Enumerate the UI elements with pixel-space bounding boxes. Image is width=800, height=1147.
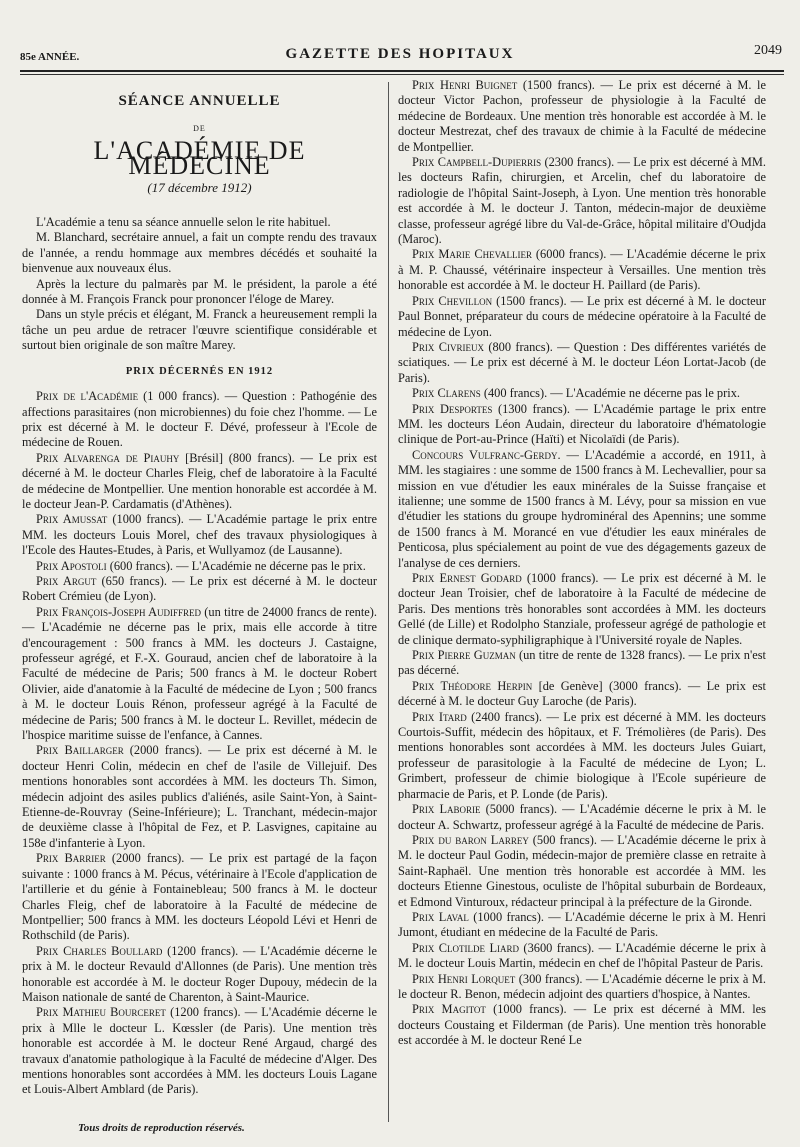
copyright-footer: Tous droits de reproduction réservés.	[78, 1122, 245, 1134]
prize-text: (600 francs). — L'Académie ne décerne pas le prix.	[106, 558, 366, 573]
prize-text: (5000 francs). — L'Académie décerne le prix à M. le docteur A. Schwartz, professeur agrégé à la Faculté de médecine de Paris.	[398, 802, 766, 832]
prize-name: Prix Barrier	[36, 851, 106, 866]
journal-title: GAZETTE DES HOPITAUX	[285, 46, 515, 62]
prize-entry	[398, 571, 766, 648]
prize-name: Prix Clotilde Liard	[412, 940, 520, 955]
prize-name: Prix Amussat	[36, 512, 108, 527]
prize-entry	[398, 648, 766, 679]
prize-name: Prix Marie Chevallier	[412, 247, 532, 262]
left-prize-list	[22, 389, 377, 1098]
prize-text: [Brésil] (800 francs). — Le prix est décerné à M. le docteur Charles Fleig, chef de laboratoire à la Faculté de médecine de Montpellier. Une mention honorable est accordée à M. le docteur Jean-P. Cardamatis (d'Athènes).	[22, 450, 378, 511]
prize-name: Prix de l'Académie	[36, 389, 139, 404]
prize-text: (3600 francs). — L'Académie décerne le prix à M. le docteur Louis Martin, médecin en chef de l'hôpital Pasteur de Paris.	[398, 940, 767, 971]
prize-entry	[398, 679, 766, 710]
intro-paragraph: L'Académie a tenu sa séance annuelle selon le rite habituel.	[36, 215, 331, 230]
header-rule-thin	[20, 74, 784, 75]
prize-entry	[398, 833, 766, 910]
prize-entry	[22, 574, 377, 605]
prize-name: Prix Desportes	[412, 401, 493, 416]
prize-entry	[398, 294, 766, 340]
prize-text: (1200 francs). — L'Académie décerne le prix à Mlle le docteur L. Kœssler (de Paris). Une mention très honorable est accordée à M. le docteur René Argaud, chargé des travaux d'anatomie pathologique à la Faculté de médecine d'Alger. Des mentions honorables sont accordées à MM. les docteurs Louis Lagane et Louis-Albert Amblard (de Paris).	[22, 1005, 377, 1097]
prize-name: Prix Campbell-Dupierris	[412, 155, 542, 170]
prize-text: (1000 francs). — Le prix est décerné à M. le docteur Jean Troisier, chef de laboratoire à la Faculté de médecine de Paris. Des mentions très honorables sont accordées à MM. les docteurs Gellé (de Lille) et Rodolpho Stanziale, professeur agrégé de pathologie et de clinique dermato-syphiligraphique à l'Université royale de Naples.	[398, 571, 766, 647]
prize-text: (1 000 francs). — Question : Pathogénie des affections parasitaires (non microbiennes) du foie chez l'homme. — Le prix est décerné à M. le docteur F. Dévé, professeur à l'Ecole de médecine de Rouen.	[22, 389, 377, 450]
prize-name: Concours Vulfranc-Gerdy	[412, 447, 558, 462]
prize-text: (400 francs). — L'Académie ne décerne pas le prix.	[480, 386, 740, 401]
prize-text: (2400 francs). — Le prix est décerné à MM. les docteurs Courtois-Suffit, médecin des hôpitaux, et F. Trémolières (de Paris). Des mentions honorables sont accordées à MM. les docteurs Jules Guiart, professeur de parasitologie à la Faculté de médecine de Lyon; L. Grimbert, professeur de chimie biologique à l'Ecole supérieure de pharmacie de Paris, et P. Londe (de Paris).	[398, 709, 766, 801]
prize-entry	[398, 941, 766, 972]
column-divider	[388, 82, 389, 1122]
prize-entry	[398, 340, 766, 386]
prize-name: Prix Henri Lorquet	[412, 971, 516, 986]
prize-name: Prix Baillarger	[36, 743, 124, 758]
left-column	[22, 78, 377, 1098]
prize-name: Prix Ernest Godard	[412, 571, 522, 585]
prize-text: (1300 francs). — L'Académie partage le prix entre MM. les docteurs Léon Audain, directeur du laboratoire d'hématologie clinique de Port-au-Prince (Haïti) et Nicolaïdi (de Paris).	[398, 401, 766, 447]
prize-name: Prix Alvarenga de Piauhy	[36, 450, 180, 465]
page-header	[0, 40, 800, 70]
prize-text: (6000 francs). — L'Académie décerne le prix à M. P. Chaussé, vétérinaire inspecteur à Versailles. Une mention très honorable est accordée à M. le docteur H. Paillard (de Paris).	[398, 247, 766, 293]
prize-text: (500 francs). — L'Académie décerne le prix à M. le docteur Paul Godin, médecin-major de première classe en retraite à Saint-Raphaël. Une mention très honorable est accordée à MM. les docteurs Etienne Ginestous, oculiste de l'hôpital suburbain de Bordeaux, et Edmond Vinturoux, rédacteur principal à la préfecture de la Gironde.	[398, 832, 766, 909]
prizes-heading: PRIX DÉCERNÉS EN 1912	[125, 365, 274, 377]
prize-name: Prix Itard	[412, 709, 467, 724]
intro-paragraph: Après la lecture du palmarès par M. le président, la parole a été donnée à M. François Franck pour prononcer l'éloge de Marey.	[22, 276, 377, 307]
prize-name: Prix Laval	[412, 909, 469, 924]
prize-entry	[22, 851, 377, 943]
prize-entry	[398, 78, 766, 155]
year-label: 85e ANNÉE.	[20, 51, 80, 63]
prize-text: [de Genève] (3000 francs). — Le prix est décerné à M. le docteur Guy Laroche (de Paris).	[398, 678, 766, 709]
prize-entry	[398, 802, 766, 833]
right-prize-list	[398, 78, 766, 1049]
prize-text: (800 francs). — Question : Des différentes variétés de sciatiques. — Le prix est décerné à M. le docteur Léon Lortat-Jacob (de Paris).	[398, 339, 766, 385]
prize-text: (2000 francs). — Le prix est décerné à M. le docteur Henri Colin, médecin en chef de l'asile de Villejuif. Des mentions honorables sont accordées à MM. les docteurs Th. Simon, médecin adjoint des asiles publics d'aliénés, asile Saint-Yon, à Saint-Etienne-de-Rouvray (Seine-Inférieure); L. Tranchant, médecin-major de deuxième classe à l'hôpital de Fez, et P. Lasvignes, capitaine au 158e d'infanterie à Lyon.	[22, 743, 377, 850]
prize-name: Prix Mathieu Bourceret	[36, 1005, 166, 1020]
prize-entry	[398, 247, 766, 293]
prize-entry	[398, 710, 766, 802]
prize-text: (1000 francs). — Le prix est décerné à MM. les docteurs Coustaing et Filderman (de Paris). Une mention très honorable est accordée à M. le docteur René Le	[398, 1002, 766, 1048]
prize-text: (300 francs). — L'Académie décerne le prix à M. le docteur R. Benon, médecin adjoint des quartiers d'hospice, à Nantes.	[398, 971, 766, 1001]
prize-entry	[398, 910, 766, 941]
prize-entry	[398, 1002, 766, 1048]
prize-text: (1000 francs). — L'Académie décerne le prix à M. Henri Jumont, étudiant en médecine de la Faculté de Paris.	[398, 909, 766, 940]
prize-name: Prix Théodore Herpin	[412, 678, 533, 693]
prize-entry	[22, 605, 377, 744]
prize-entry	[398, 972, 766, 1003]
prize-text: (1500 francs). — Le prix est décerné à M. le docteur Paul Bonnet, préparateur du cours de médecine opératoire à la Faculté de médecine de Lyon.	[398, 293, 766, 339]
prize-name: Prix du baron Larrey	[412, 832, 529, 847]
prize-entry	[398, 386, 766, 401]
prize-entry	[22, 944, 377, 1006]
prize-name: Prix Clarens	[412, 386, 481, 401]
intro-paragraph: Dans un style précis et élégant, M. Franck a heureusement rempli la tâche un peu ardue de retracer l'œuvre scientifique considérable et surtout bien originale de son maître Marey.	[22, 307, 377, 353]
prize-name: Prix Civrieux	[412, 339, 484, 354]
prize-name: Prix Apostoli	[36, 558, 107, 573]
article-title-de: DE	[193, 124, 206, 134]
prize-name: Prix Magitot	[412, 1002, 486, 1017]
intro-paragraph: M. Blanchard, secrétaire annuel, a fait un compte rendu des travaux de l'année, a rendu hommage aux membres décédés et souhaité la bienvenue aux nouveaux élus.	[22, 230, 377, 276]
page-number: 2049	[754, 43, 782, 58]
prize-text: (un titre de rente de 1328 francs). — Le prix n'est pas décerné.	[398, 648, 766, 678]
prize-entry	[22, 512, 377, 558]
prize-entry	[398, 155, 766, 247]
right-column	[398, 78, 766, 1049]
prize-entry	[22, 743, 377, 851]
intro-paragraphs	[22, 215, 377, 354]
prize-entry	[398, 448, 766, 571]
prize-name: Prix François-Joseph Audiffred	[36, 604, 202, 619]
prize-name: Prix Chevillon	[412, 293, 493, 308]
prize-text: (650 francs). — Le prix est décerné à M. le docteur Robert Crémieu (de Lyon).	[22, 573, 377, 604]
prize-name: Prix Pierre Guzman	[412, 648, 516, 663]
prize-text: . — L'Académie a accordé, en 1911, à MM. les stagiaires : une somme de 1500 francs à M. Lechevallier, pour sa mission en vue d'étudier les eaux minérales de la Suisse française et italienne; une somme de 1500 francs à M. Lévy, pour sa mission en vue d'étudier les stations du groupe hydrominéral des Apennins; une somme de 1500 francs à M. Morancé en vue d'étudier les eaux minérales de Penticosa, plus spécialement au point de vue des dégagements gazeux de l'analyse de ces derniers.	[398, 447, 766, 570]
prize-entry	[398, 402, 766, 448]
header-rule	[20, 70, 784, 72]
prize-name: Prix Charles Boullard	[36, 943, 163, 958]
prize-entry	[22, 1005, 377, 1097]
prize-name: Prix Argut	[36, 573, 97, 588]
prize-name: Prix Henri Buignet	[412, 78, 518, 92]
article-date: (17 décembre 1912)	[147, 179, 252, 195]
prize-entry	[22, 559, 377, 574]
article-title-line2: L'ACADÉMIE DE MÉDECINE	[93, 135, 306, 181]
prize-name: Prix Laborie	[412, 802, 481, 817]
prize-text: (un titre de 24000 francs de rente). — L'Académie ne décerne pas le prix, mais elle accorde à titre d'encouragement : 500 francs à MM. les docteurs J. Castaigne, professeur agrégé, et F.-X. Gouraud, ancien chef de laboratoire à la Faculté de médecine de Paris; 500 francs à M. le docteur Robert Olivier, aide d'anatomie à la Faculté de médecine de Lyon ; 500 francs à M. le docteur Louis Rénon, professeur agrégé à la Faculté de médecine de Paris; 500 francs à M. le docteur L. Revillet, médecin de l'hospice maritime suisse de l'enfance, à Cannes.	[22, 604, 377, 743]
prize-text: (1500 francs). — Le prix est décerné à M. le docteur Victor Pachon, professeur de physiologie à la Faculté de médecine de Bordeaux. Une mention très honorable est accordée à M. le docteur Mestrezat, chef des travaux de chimie à la Faculté de médecine de Montpellier.	[398, 78, 766, 154]
prize-text: (1200 francs). — L'Académie décerne le prix à M. le docteur Revauld d'Allonnes (de Paris). Une mention très honorable est accordée à M. le docteur Roger Dupouy, médecin de la Maison nationale de santé de Charenton, à Saint-Maurice.	[22, 943, 377, 1004]
prize-entry	[22, 389, 377, 451]
prize-text: (2000 francs). — Le prix est partagé de la façon suivante : 1000 francs à M. Pécus, vétérinaire à l'Ecole d'application de l'artillerie et du génie à Fontainebleau; 500 francs à M. le docteur Charles Fleig, chef de laboratoire à la Faculté de médecine de Montpellier; 500 francs à MM. les docteurs Léopold Lévi et Henri de Rothschild (de Paris).	[22, 851, 377, 943]
prize-entry	[22, 451, 377, 513]
article-title-line1: SÉANCE ANNUELLE	[118, 93, 281, 109]
prize-text: (2300 francs). — Le prix est décerné à MM. les docteurs Rafin, chirurgien, et Arcelin, chef du laboratoire de radiologie de l'hôpital Saint-Joseph, à Lyon. Une mention très honorable est accordée à M. le docteur J. Tanton, médecin-major de deuxième classe, professeur agrégé libre du Val-de-Grâce, hôpital militaire d'Oudjda (Maroc).	[398, 155, 766, 247]
prize-text: (1000 francs). — L'Académie partage le prix entre MM. les docteurs Louis Morel, chef des travaux physiologiques à l'Ecole des Hautes-Etudes, à Paris, et Wullyamoz (de Lausanne).	[22, 512, 378, 558]
